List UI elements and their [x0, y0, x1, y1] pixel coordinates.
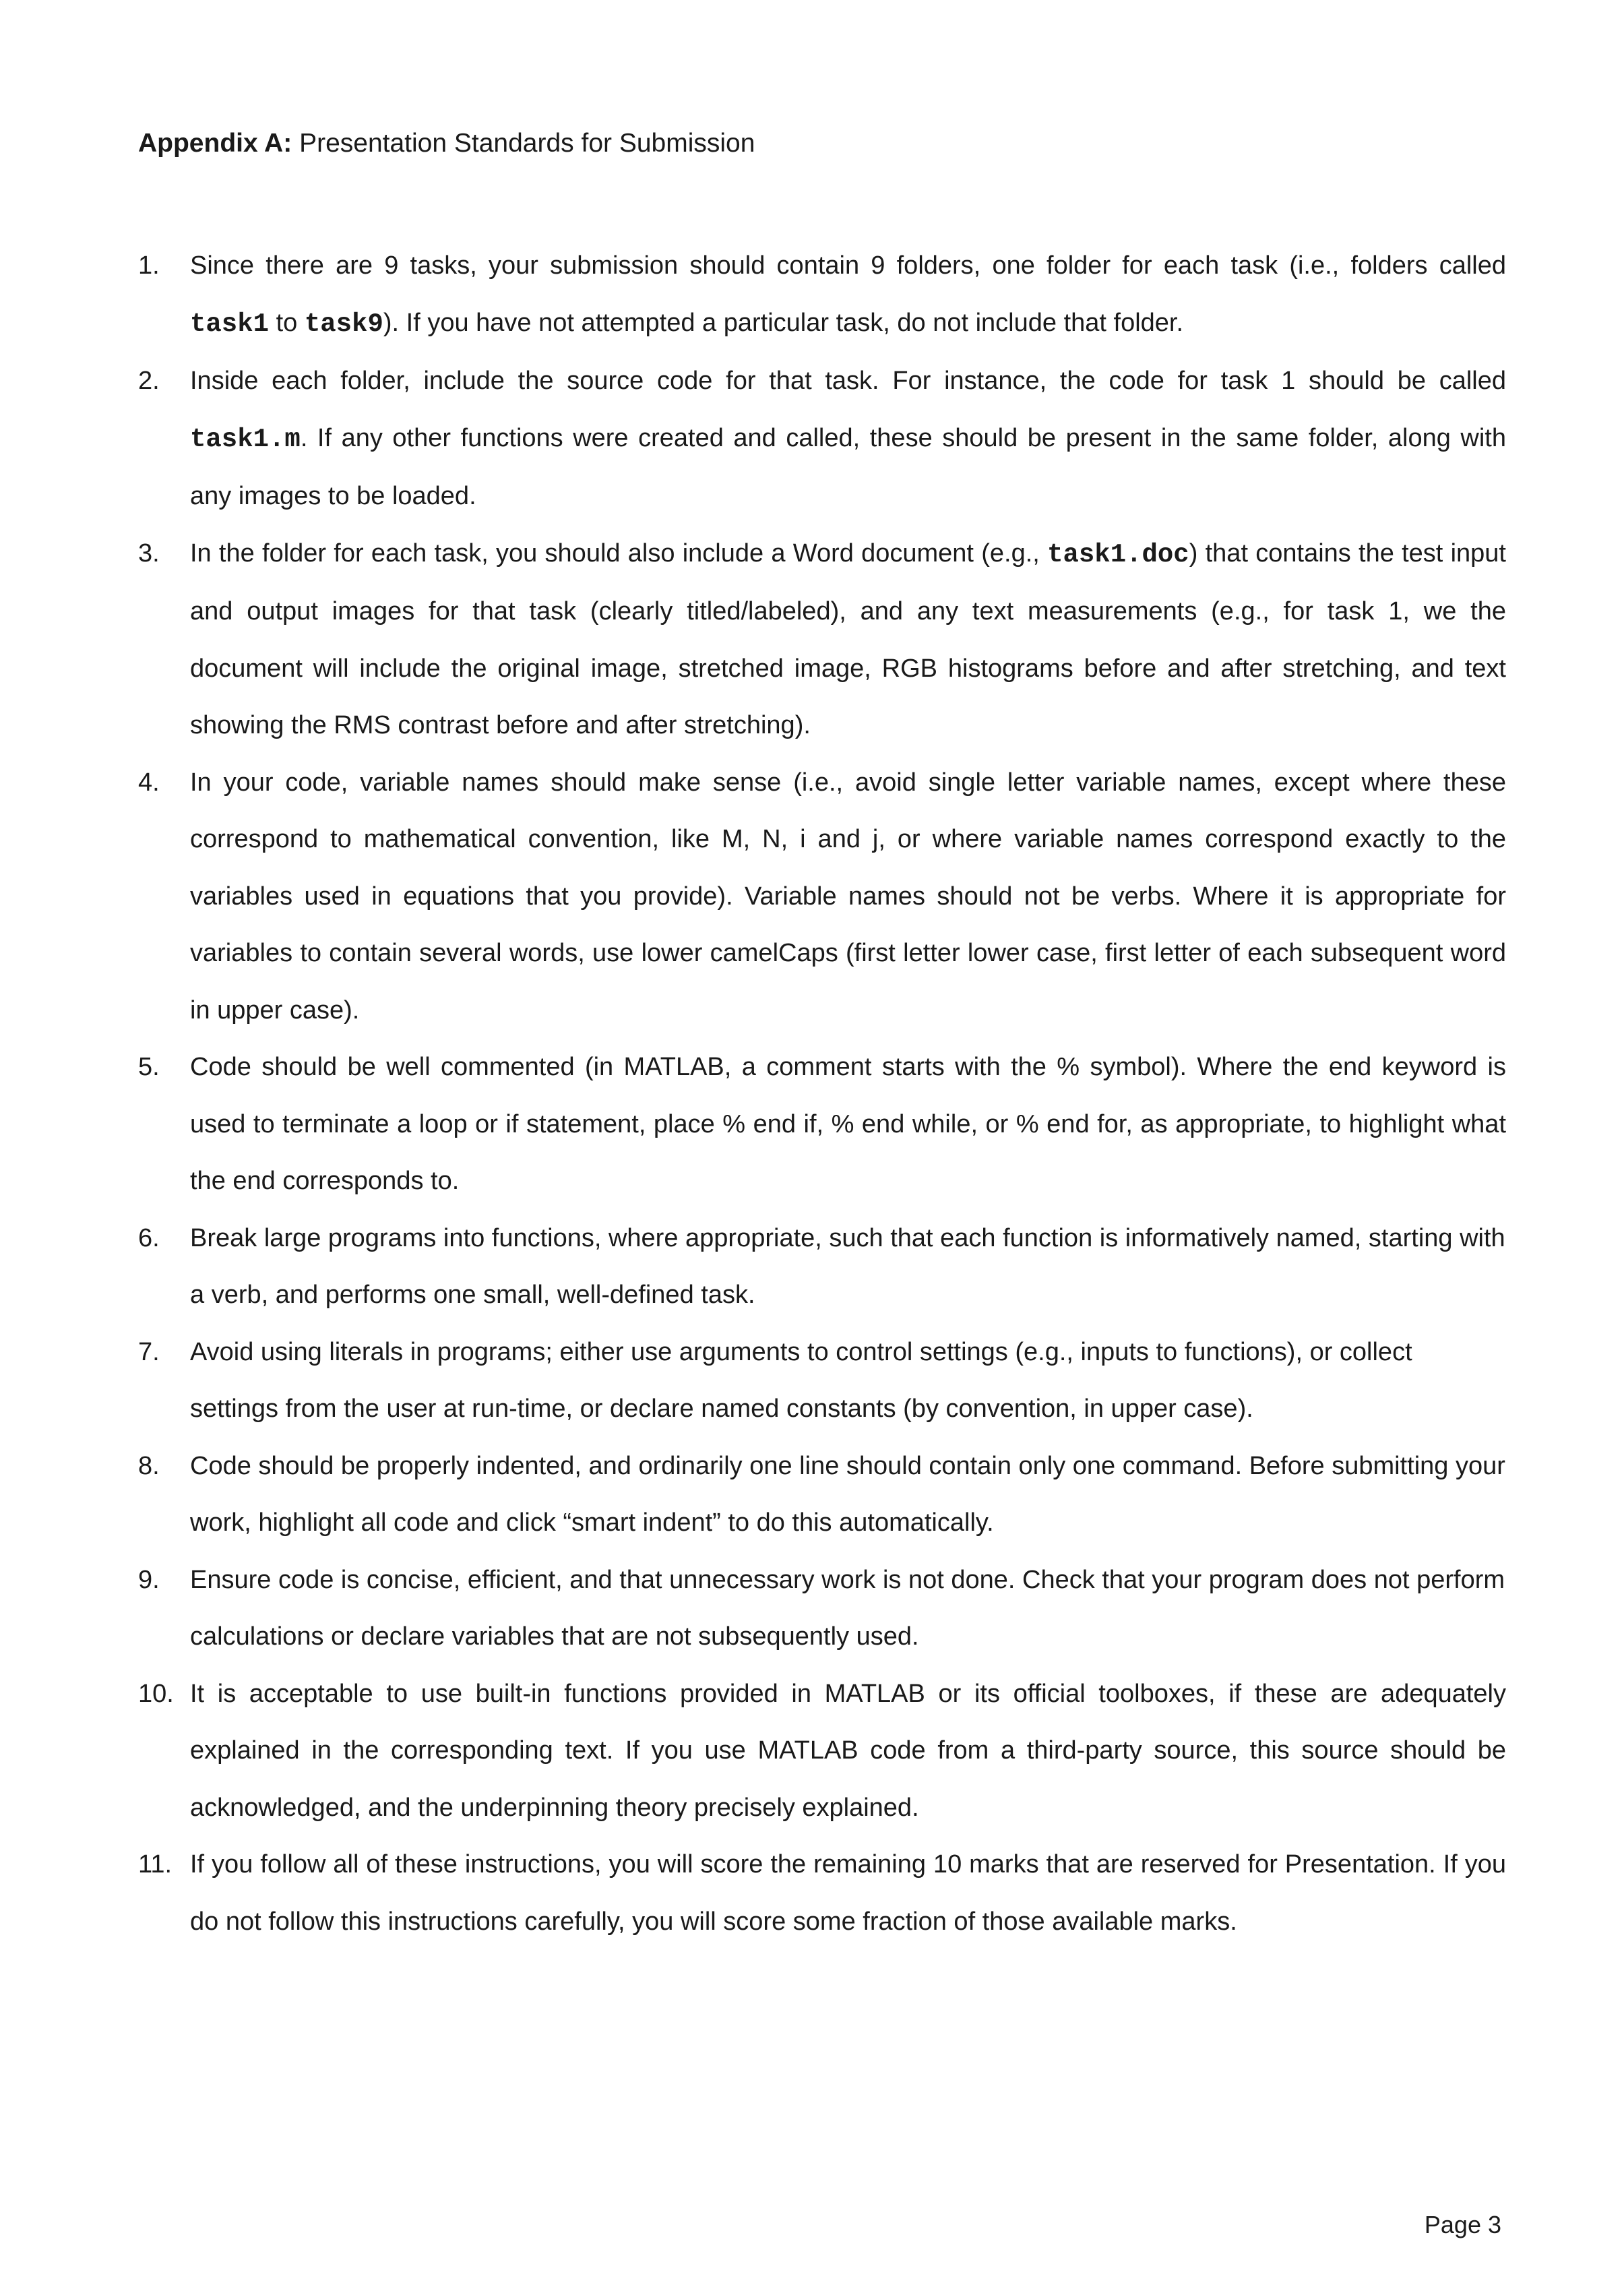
list-item-3 — [138, 525, 1506, 754]
list-item-7 — [138, 1324, 1506, 1438]
item-number: 5. — [138, 1053, 160, 1081]
item-number: 11. — [138, 1850, 173, 1879]
list-item-6 — [138, 1210, 1506, 1324]
appendix-title: Presentation Standards for Submission — [299, 129, 755, 158]
item-text: In your code, variable names should make sense (i.e., avoid single letter variable names, except where these correspond to mathematical convention, like M, N, i and j, or where variable names correspond exactly to the variables used in equations that you provide). Variable names should not be verbs. Where it is appropriate for variables to contain several words, use lower camelCaps (first letter lower case, first letter of each subsequent word in upper case). — [190, 768, 1506, 1025]
appendix-heading — [138, 127, 755, 160]
item-number: 2. — [138, 367, 160, 395]
item-number: 8. — [138, 1451, 160, 1480]
item-number: 3. — [138, 539, 160, 568]
item-number: 1. — [138, 251, 160, 280]
list-item-1 — [138, 237, 1506, 353]
appendix-label: Appendix A: — [138, 129, 292, 158]
list-item-11 — [138, 1836, 1506, 1950]
page-number: Page 3 — [1424, 2211, 1501, 2238]
item-text: to — [269, 308, 305, 337]
code-task1-m: task1.m — [190, 424, 301, 454]
item-text: ). If you have not attempted a particular task, do not include that folder. — [383, 308, 1184, 337]
list-item-4 — [138, 754, 1506, 1039]
list-item-5 — [138, 1039, 1506, 1210]
item-text: Code should be properly indented, and ordinarily one line should contain only one command. Before submitting your work, highlight all code and click “smart indent” to do this automatically. — [190, 1451, 1505, 1537]
list-item-9 — [138, 1552, 1506, 1666]
item-text: Inside each folder, include the source code for that task. For instance, the code for task 1 should be called — [190, 367, 1506, 395]
item-number: 7. — [138, 1337, 160, 1366]
standards-list — [138, 237, 1506, 1950]
item-text: It is acceptable to use built-in functions provided in MATLAB or its official toolboxes, if these are adequately explained in the corresponding text. If you use MATLAB code from a third-party source, this source should be acknowledged, and the underpinning theory precisely explained. — [190, 1679, 1506, 1822]
item-text: Break large programs into functions, where appropriate, such that each function is informatively named, starting with a verb, and performs one small, well-defined task. — [190, 1223, 1505, 1309]
list-item-2 — [138, 353, 1506, 525]
item-number: 10. — [138, 1679, 174, 1708]
item-text: Avoid using literals in programs; either use arguments to control settings (e.g., inputs to functions), or collect settings from the user at run-time, or declare named constants (by convention, in upper case). — [190, 1337, 1412, 1423]
code-task1: task1 — [190, 309, 270, 339]
item-text: Since there are 9 tasks, your submission should contain 9 folders, one folder for each task (i.e., folders called — [190, 251, 1506, 280]
code-task1-doc: task1.doc — [1047, 539, 1189, 570]
item-text: Ensure code is concise, efficient, and that unnecessary work is not done. Check that your program does not perform calculations or declare variables that are not subsequently used. — [190, 1565, 1505, 1651]
item-text: If you follow all of these instructions, you will score the remaining 10 marks that are reserved for Presentation. If you do not follow this instructions carefully, you will score some fraction of those available marks. — [190, 1850, 1506, 1936]
list-item-10 — [138, 1666, 1506, 1837]
item-text: Code should be well commented (in MATLAB, a comment starts with the % symbol). Where the end keyword is used to terminate a loop or if statement, place % end if, % end while, or % end for, as appropriate, to highlight what the end corresponds to. — [190, 1053, 1506, 1195]
item-text: . If any other functions were created and called, these should be present in the same folder, along with any images to be loaded. — [190, 423, 1506, 510]
item-number: 4. — [138, 768, 160, 797]
code-task9: task9 — [304, 309, 383, 339]
item-text: In the folder for each task, you should also include a Word document (e.g., — [190, 539, 1048, 568]
item-number: 6. — [138, 1223, 160, 1252]
list-item-8 — [138, 1438, 1506, 1552]
item-number: 9. — [138, 1565, 160, 1594]
item-text: ) that contains the test input and output images for that task (clearly titled/labeled), and any text measurements (e.g., for task 1, we the document will include the original image, stretched image, RGB histograms before and after stretching, and text showing the RMS contrast before and after stretching). — [190, 539, 1506, 739]
